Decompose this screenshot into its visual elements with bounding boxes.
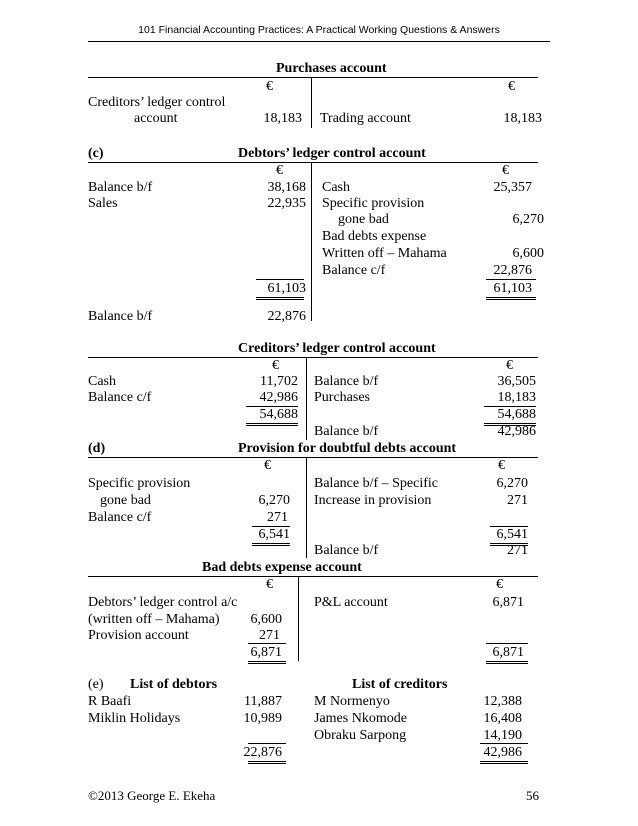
purchases-top-rule: [88, 77, 538, 78]
provision-top-rule: [88, 457, 538, 458]
header-rule: [88, 41, 550, 42]
debtors-list-total: 22,876: [243, 745, 282, 760]
baddebts-cr-label: P&L account: [314, 595, 388, 610]
baddebts-cr-amount: 6,871: [492, 595, 524, 610]
baddebts-cr-double-rule-1: [486, 661, 528, 662]
debtors-dr-amount: 22,935: [267, 196, 306, 211]
debtors-dr-double-rule-1: [256, 297, 304, 298]
provision-cr-label-2: Increase in provision: [314, 493, 432, 508]
provision-cr-total: 6,541: [496, 527, 528, 542]
baddebts-top-rule: [88, 576, 538, 577]
baddebts-dr-currency: €: [266, 577, 273, 592]
debtors-dr-double-rule-2: [256, 299, 304, 300]
provision-dr-double-rule-2: [252, 545, 290, 546]
baddebts-title: Bad debts expense account: [202, 560, 362, 575]
creditors-bd-label: Balance b/f: [314, 424, 379, 439]
purchases-dr-label-1: Creditors’ ledger control: [88, 95, 226, 110]
debtors-dr-total-rule: [256, 279, 304, 280]
creditor-name: James Nkomode: [314, 711, 407, 726]
provision-dr-label-1: Specific provision: [88, 476, 191, 491]
provision-cr-amount-2: 271: [507, 493, 528, 508]
running-header: 101 Financial Accounting Practices: A Practical Working Questions & Answers: [138, 24, 500, 36]
debtors-cr-total-rule: [486, 279, 536, 280]
baddebts-dr-double-rule-1: [248, 661, 286, 662]
list-debtors-title: List of debtors: [130, 677, 218, 692]
baddebts-cr-double-rule-2: [486, 663, 528, 664]
creditors-cr-total: 54,688: [497, 407, 536, 422]
provision-dr-amount-1: 6,270: [258, 493, 290, 508]
debtors-cr-double-rule-1: [486, 297, 536, 298]
part-e-label: (e): [88, 677, 104, 692]
provision-divider: [306, 458, 307, 558]
provision-cr-amount-1: 6,270: [496, 476, 528, 491]
part-c-label: (c): [88, 146, 104, 161]
debtors-cr-amount: 6,270: [512, 212, 544, 227]
debtors-top-rule: [88, 162, 538, 163]
creditors-dr-label: Cash: [88, 374, 116, 389]
baddebts-cr-total-rule: [486, 643, 528, 644]
provision-cr-currency: €: [498, 458, 505, 473]
baddebts-dr-double-rule-2: [248, 663, 286, 664]
creditor-amount: 14,190: [483, 728, 522, 743]
baddebts-dr-label-3: Provision account: [88, 628, 189, 643]
provision-dr-total: 6,541: [258, 527, 290, 542]
debtor-amount: 11,887: [244, 694, 282, 709]
purchases-divider: [311, 78, 312, 128]
debtors-cr-total: 61,103: [493, 281, 532, 296]
creditors-cr-currency: €: [506, 358, 513, 373]
baddebts-dr-amount-1: 6,600: [250, 612, 282, 627]
baddebts-cr-total: 6,871: [492, 645, 524, 660]
debtors-dr-label: Balance b/f: [88, 180, 153, 195]
debtors-dr-total: 61,103: [267, 281, 306, 296]
creditors-cr-label: Balance b/f: [314, 374, 379, 389]
purchases-title: Purchases account: [276, 61, 387, 76]
debtors-list-double-rule-1: [248, 761, 286, 762]
provision-cr-label-1: Balance b/f – Specific: [314, 476, 439, 491]
debtors-cr-double-rule-2: [486, 299, 536, 300]
provision-dr-amount-2: 271: [267, 510, 288, 525]
creditors-title: Creditors’ ledger control account: [238, 341, 436, 356]
baddebts-dr-amount-2: 271: [259, 628, 280, 643]
creditors-list-double-rule-2: [480, 763, 528, 764]
provision-dr-label-2: gone bad: [100, 493, 151, 508]
purchases-cr-amount: 18,183: [503, 111, 542, 126]
debtor-amount: 10,989: [243, 711, 282, 726]
creditors-dr-total: 54,688: [259, 407, 298, 422]
creditors-list-double-rule-1: [480, 761, 528, 762]
creditors-list-total: 42,986: [483, 745, 522, 760]
debtors-bd-amount: 22,876: [267, 309, 306, 324]
creditors-list-total-rule: [480, 743, 528, 744]
debtors-divider: [311, 163, 312, 321]
debtors-cr-amount: 6,600: [512, 246, 544, 261]
creditors-dr-double-rule-1: [246, 423, 298, 424]
list-creditors-title: List of creditors: [352, 677, 448, 692]
footer-copyright: ©2013 George E. Ekeha: [88, 788, 216, 803]
creditors-dr-double-rule-2: [246, 425, 298, 426]
debtors-dr-amount: 38,168: [267, 180, 306, 195]
debtor-name: Miklin Holidays: [88, 711, 181, 726]
debtors-dr-currency: €: [276, 163, 283, 178]
debtors-cr-currency: €: [502, 163, 509, 178]
debtors-title: Debtors’ ledger control account: [238, 146, 426, 161]
creditors-divider: [306, 358, 307, 440]
debtors-dr-label: Sales: [88, 196, 118, 211]
baddebts-divider: [298, 577, 299, 661]
creditors-dr-currency: €: [272, 358, 279, 373]
creditors-cr-amount: 36,505: [497, 374, 536, 389]
creditors-dr-label: Balance c/f: [88, 390, 152, 405]
purchases-dr-currency: €: [266, 79, 273, 94]
debtors-cr-label: gone bad: [338, 212, 389, 227]
baddebts-dr-label-2: (written off – Mahama): [88, 612, 220, 627]
purchases-dr-amount: 18,183: [263, 111, 302, 126]
debtors-list-double-rule-2: [248, 763, 286, 764]
debtors-cr-amount: 22,876: [493, 263, 532, 278]
page-number: 56: [526, 788, 539, 803]
creditors-cr-label: Purchases: [314, 390, 370, 405]
creditors-bd-amount: 42,986: [497, 424, 536, 439]
baddebts-dr-total-rule: [248, 643, 286, 644]
creditor-name: Obraku Sarpong: [314, 728, 407, 743]
debtors-cr-label: Specific provision: [322, 196, 425, 211]
debtors-cr-label: Written off – Mahama: [322, 246, 447, 261]
creditor-amount: 16,408: [483, 711, 522, 726]
baddebts-dr-total: 6,871: [250, 645, 282, 660]
provision-dr-label-3: Balance c/f: [88, 510, 152, 525]
provision-bd-amount: 271: [507, 543, 528, 558]
creditors-dr-amount: 42,986: [259, 390, 298, 405]
creditors-cr-amount: 18,183: [497, 390, 536, 405]
debtors-list-total-rule: [248, 743, 286, 744]
purchases-dr-label-2: account: [134, 111, 178, 126]
provision-title: Provision for doubtful debts account: [238, 441, 457, 456]
purchases-cr-label: Trading account: [320, 111, 411, 126]
debtors-cr-label: Bad debts expense: [322, 229, 427, 244]
debtors-bd-label: Balance b/f: [88, 309, 153, 324]
debtors-cr-amount: 25,357: [493, 180, 532, 195]
part-d-label: (d): [88, 441, 106, 456]
baddebts-cr-currency: €: [496, 577, 503, 592]
provision-dr-currency: €: [264, 458, 271, 473]
creditor-name: M Normenyo: [314, 694, 390, 709]
provision-bd-label: Balance b/f: [314, 543, 379, 558]
creditors-top-rule: [88, 357, 538, 358]
baddebts-dr-label-1: Debtors’ ledger control a/c: [88, 595, 238, 610]
debtors-cr-label: Balance c/f: [322, 263, 386, 278]
debtor-name: R Baafi: [88, 694, 132, 709]
purchases-cr-currency: €: [508, 79, 515, 94]
creditors-dr-amount: 11,702: [260, 374, 298, 389]
debtors-cr-label: Cash: [322, 180, 350, 195]
provision-dr-double-rule-1: [252, 543, 290, 544]
creditor-amount: 12,388: [483, 694, 522, 709]
